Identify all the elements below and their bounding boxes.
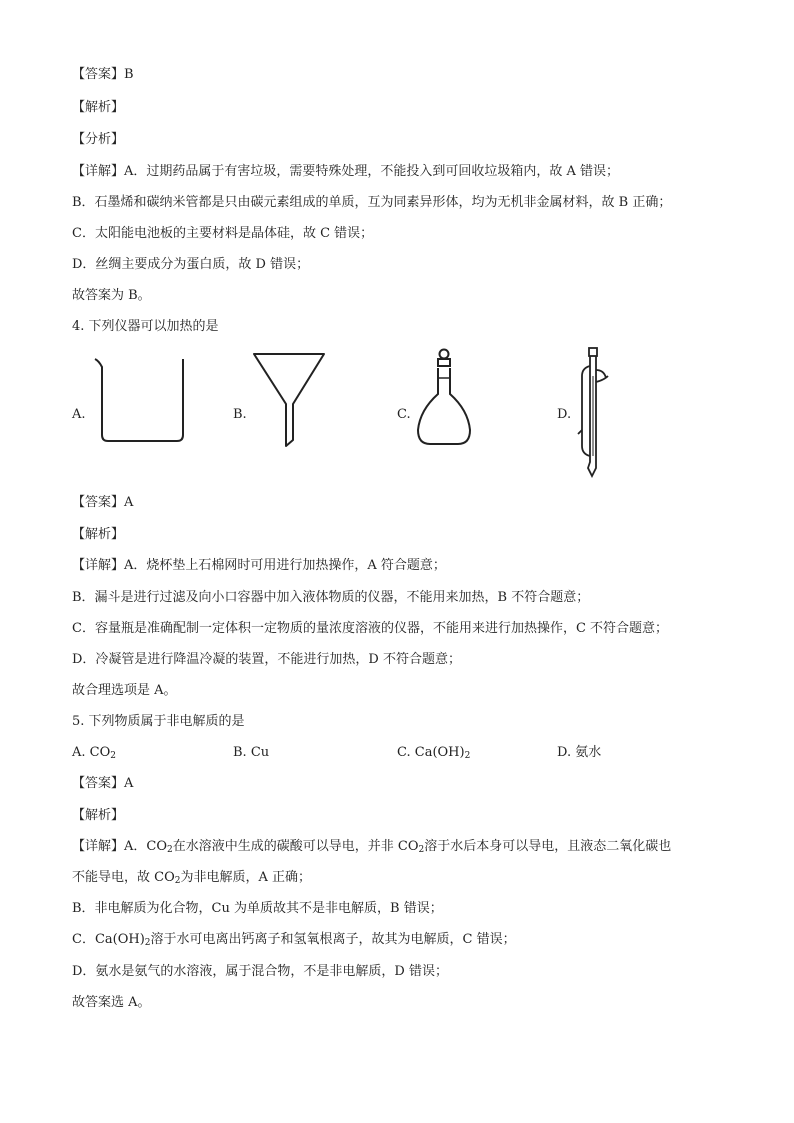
q4-detail-b: B．漏斗是进行过滤及向小口容器中加入液体物质的仪器，不能用来加热，B 不符合题意； <box>72 590 590 605</box>
q5-detail-d: D．氨水是氨气的水溶液，属于混合物，不是非电解质，D 错误； <box>72 964 448 979</box>
q3-detail-d: D．丝绸主要成分为蛋白质，故 D 错误； <box>72 257 310 272</box>
q5-analysis-heading: 【解析】 <box>72 808 125 823</box>
q4-detail-c: C．容量瓶是准确配制一定体积一定物质的量浓度溶液的仪器，不能用来进行加热操作，C 不符合题意； <box>72 621 669 636</box>
q5-conclusion: 故答案选 A。 <box>72 995 151 1010</box>
funnel-icon <box>252 352 328 448</box>
condenser-icon <box>576 346 616 478</box>
q4-option-c-label: C. <box>397 407 411 422</box>
q4-detail-d: D．冷凝管是进行降温冷凝的装置，不能进行加热，D 不符合题意； <box>72 652 461 667</box>
q3-detail-a: 【详解】A．过期药品属于有害垃圾，需要特殊处理，不能投入到可回收垃圾箱内，故 A 错误； <box>72 164 620 179</box>
q3-answer: 【答案】B <box>72 67 134 82</box>
q5-option-c: C. $Ca(OH)_2$ <box>397 745 471 761</box>
q5-detail-b: B．非电解质为化合物，Cu 为单质故其不是非电解质，B 错误； <box>72 901 443 916</box>
q3-detail-c: C．太阳能电池板的主要材料是晶体硅，故 C 错误； <box>72 226 374 241</box>
q5-option-d: D. 氨水 <box>557 745 602 760</box>
q5-stem: 5. 下列物质属于非电解质的是 <box>72 714 245 729</box>
q5-detail-a-continued: 不能导电，故 $CO_2$为非电解质，A 正确； <box>72 870 312 886</box>
beaker-icon <box>93 355 193 445</box>
q3-conclusion: 故答案为 B。 <box>72 288 151 303</box>
q5-detail-a: 【详解】A．$CO_2$在水溶液中生成的碳酸可以导电，并非 $CO_2$溶于水后本身可以导电，且液态二氧化碳也 <box>72 839 672 855</box>
q4-option-b-label: B. <box>233 407 247 422</box>
q4-detail-a: 【详解】A．烧杯垫上石棉网时可用进行加热操作，A 符合题意； <box>72 558 446 573</box>
q4-conclusion: 故合理选项是 A。 <box>72 683 177 698</box>
q5-answer: 【答案】A <box>72 776 134 791</box>
q3-fenxi-heading: 【分析】 <box>72 132 125 147</box>
q4-option-a-label: A. <box>72 407 86 422</box>
q5-detail-c: C．$Ca(OH)_2$溶于水可电离出钙离子和氢氧根离子，故其为电解质，C 错误； <box>72 932 516 948</box>
q4-analysis-heading: 【解析】 <box>72 527 125 542</box>
volumetric-flask-icon <box>414 348 474 450</box>
q5-option-a: A. $CO_2$ <box>72 745 116 761</box>
q4-option-d-label: D. <box>557 407 572 422</box>
q4-stem: 4. 下列仪器可以加热的是 <box>72 319 219 334</box>
q5-option-b: B. Cu <box>233 745 270 760</box>
q4-answer: 【答案】A <box>72 495 134 510</box>
q3-detail-b: B．石墨烯和碳纳米管都是只由碳元素组成的单质，互为同素异形体，均为无机非金属材料，故 B 正确； <box>72 195 672 210</box>
q3-analysis-heading: 【解析】 <box>72 100 125 115</box>
